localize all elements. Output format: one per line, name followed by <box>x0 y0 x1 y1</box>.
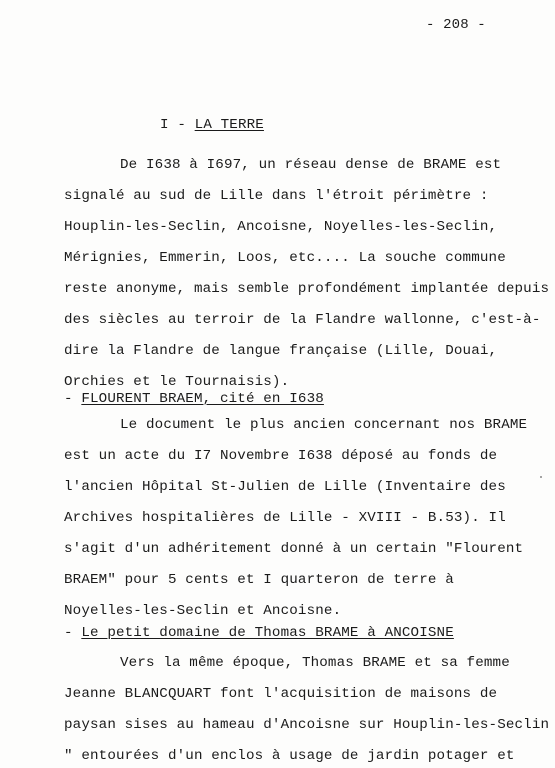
paragraph1-line: reste anonyme, mais semble profondément implantée depuis <box>64 281 550 297</box>
paragraph1-line: signalé au sud de Lille dans l'étroit périmètre : <box>64 188 489 204</box>
paragraph1-line: dire la Flandre de langue française (Lille, Douai, <box>64 343 498 359</box>
paragraph1-line: Orchies et le Tournaisis). <box>64 374 290 390</box>
page-number: - 208 - <box>426 17 486 33</box>
subheading-flourent-braem <box>64 392 324 406</box>
subheading-title: Le petit domaine de Thomas BRAME à ANCOISNE <box>81 625 454 641</box>
paragraph1-line: Houplin-les-Seclin, Ancoisne, Noyelles-les-Seclin, <box>64 219 498 235</box>
paragraph1-line: des siècles au terroir de la Flandre wallonne, c'est-à- <box>64 312 541 328</box>
paragraph2-line: s'agit d'un adhéritement donné à un certain "Flourent <box>64 541 524 557</box>
paragraph3-line: Vers la même époque, Thomas BRAME et sa femme <box>120 655 510 671</box>
paper-speck <box>540 476 542 478</box>
subheading-petit-domaine <box>64 626 454 640</box>
paragraph2-line: Archives hospitalières de Lille - XVIII - B.53). Il <box>64 510 506 526</box>
paragraph2-line: l'ancien Hôpital St-Julien de Lille (Inventaire des <box>64 479 506 495</box>
paragraph1-line: De I638 à I697, un réseau dense de BRAME est <box>120 157 502 173</box>
section-title: LA TERRE <box>194 117 264 133</box>
subheading-dash: - <box>64 625 82 641</box>
subheading-dash: - <box>64 391 82 407</box>
paragraph3-line: Jeanne BLANCQUART font l'acquisition de maisons de <box>64 686 498 702</box>
section-heading <box>160 118 264 132</box>
paragraph3-line: " entourées d'un enclos à usage de jardin potager et <box>64 748 515 764</box>
paragraph1-line: Mérignies, Emmerin, Loos, etc.... La souche commune <box>64 250 506 266</box>
paragraph2-line: Noyelles-les-Seclin et Ancoisne. <box>64 603 342 619</box>
paragraph2-line: BRAEM" pour 5 cents et I quarteron de terre à <box>64 572 454 588</box>
paragraph2-line: est un acte du I7 Novembre I638 déposé au fonds de <box>64 448 498 464</box>
subheading-title: FLOURENT BRAEM, cité en I638 <box>81 391 324 407</box>
paragraph2-line: Le document le plus ancien concernant nos BRAME <box>120 417 528 433</box>
paragraph3-line: paysan sises au hameau d'Ancoisne sur Houplin-les-Seclin <box>64 717 550 733</box>
section-number: I - <box>160 117 195 133</box>
